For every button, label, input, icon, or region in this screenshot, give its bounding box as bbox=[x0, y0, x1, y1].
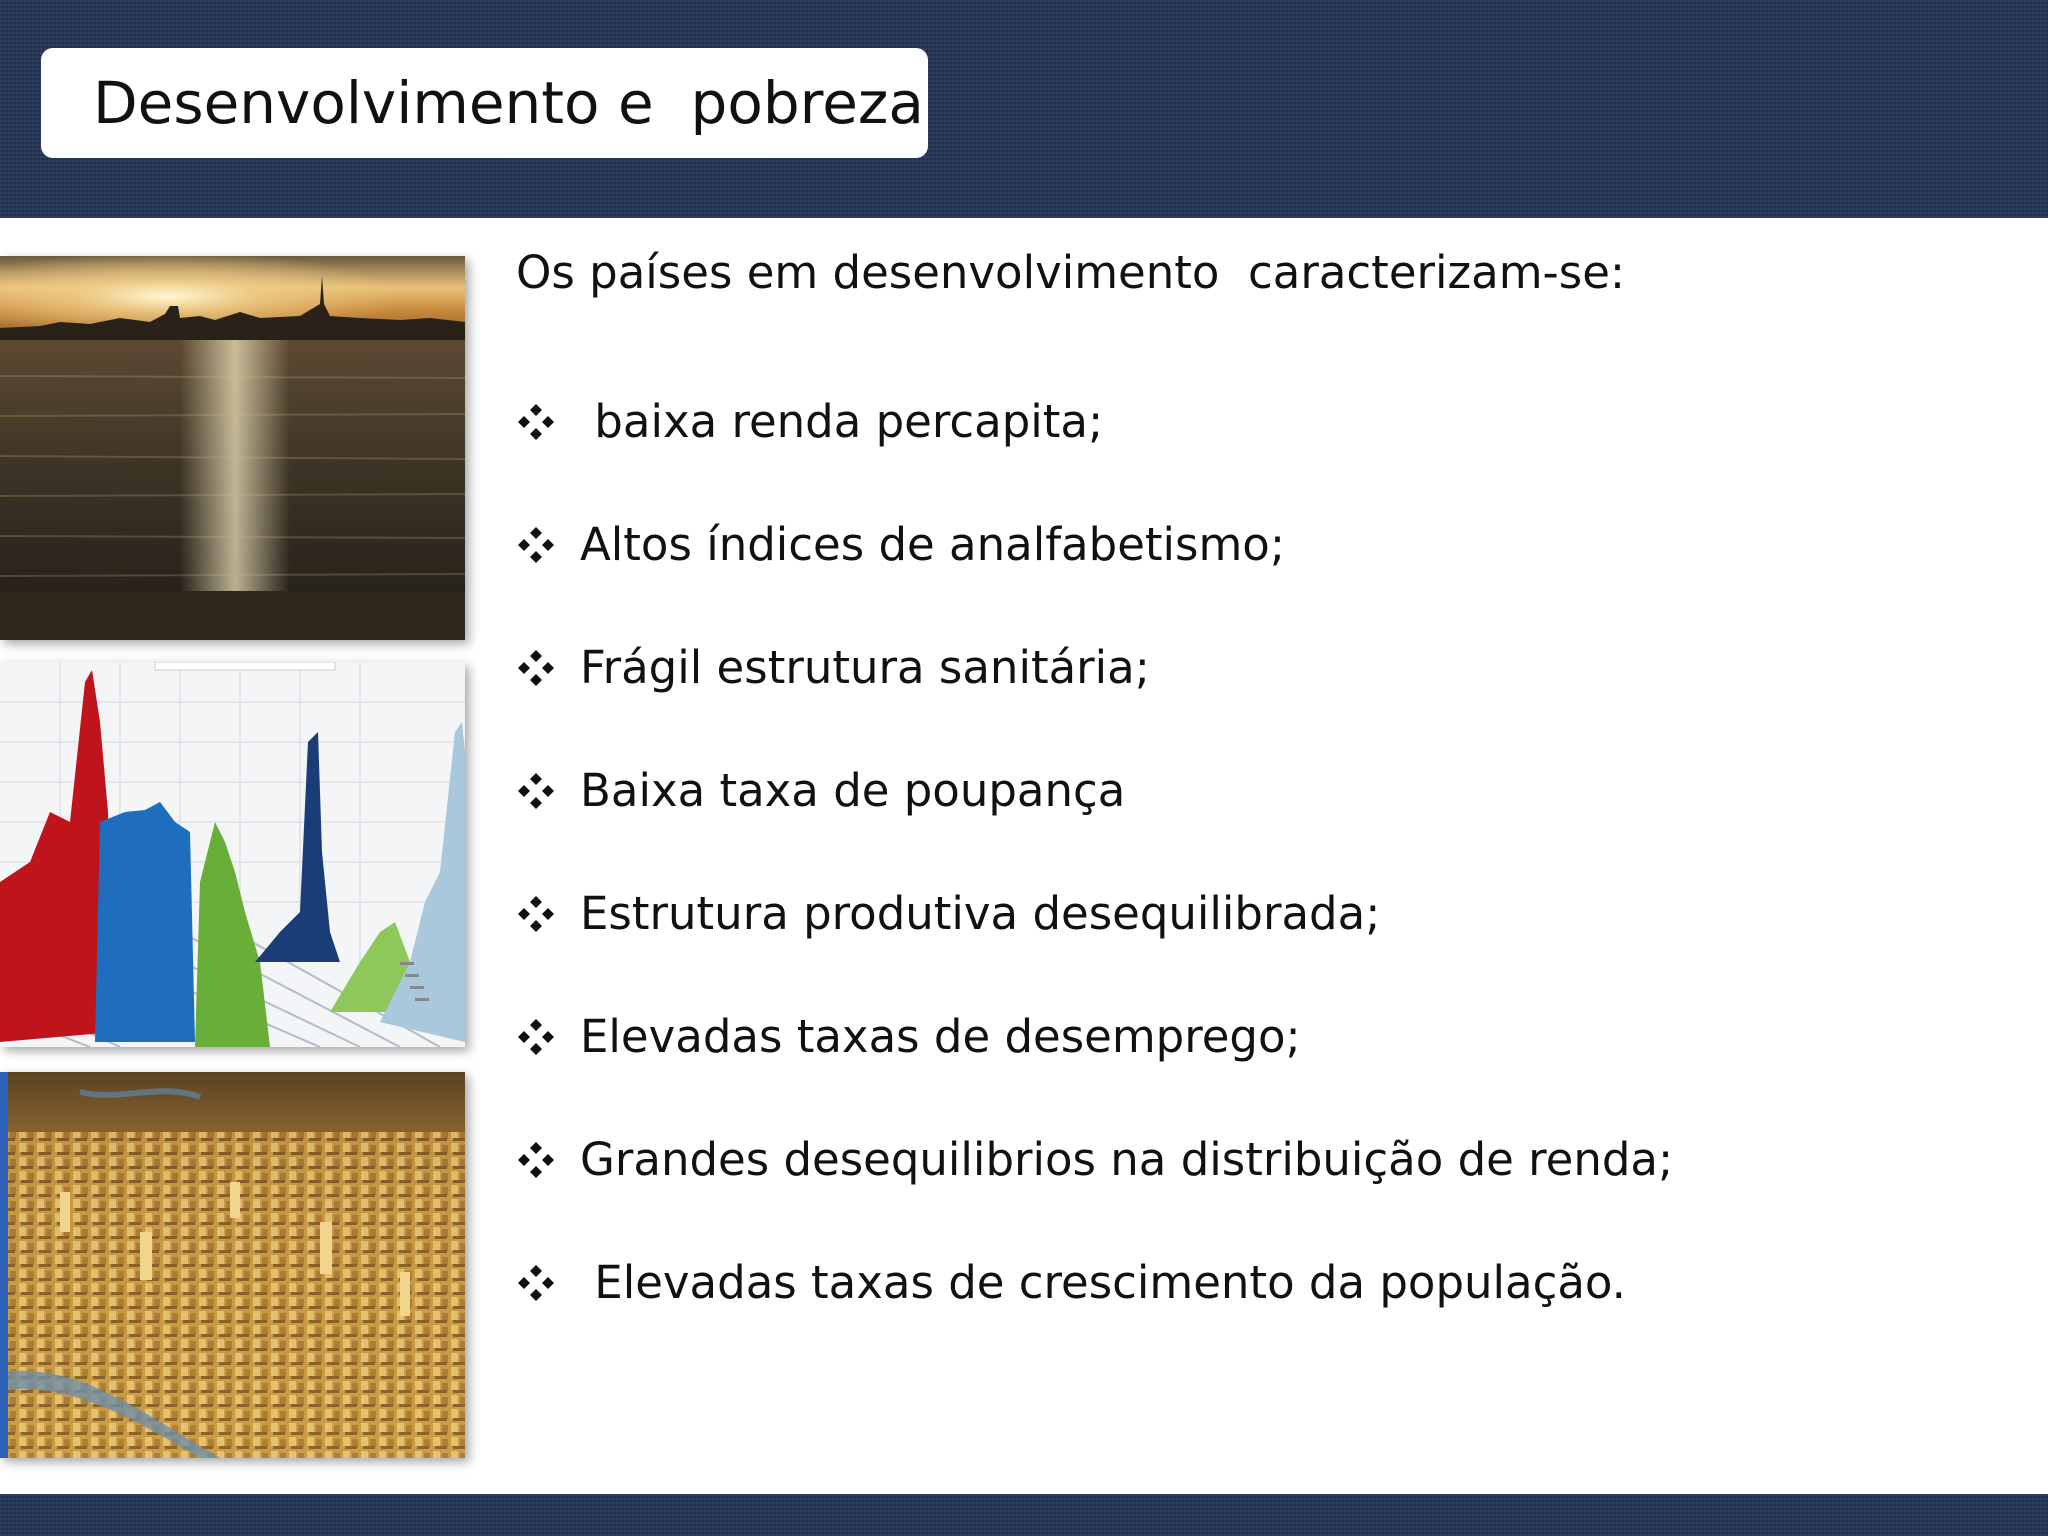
list-item bbox=[516, 852, 2016, 975]
bullet-text: baixa renda percapita; bbox=[580, 395, 1104, 448]
four-diamond-bullet-icon bbox=[516, 402, 556, 442]
four-diamond-bullet-icon bbox=[516, 1263, 556, 1303]
sunset-over-water-photo bbox=[0, 256, 465, 640]
list-item bbox=[516, 1098, 2016, 1221]
3d-area-chart-image bbox=[0, 662, 465, 1047]
list-item bbox=[516, 360, 2016, 483]
four-diamond-bullet-icon bbox=[516, 648, 556, 688]
four-diamond-bullet-icon bbox=[516, 771, 556, 811]
list-item bbox=[516, 1221, 2016, 1344]
bullet-text: Elevadas taxas de crescimento da população. bbox=[580, 1256, 1626, 1309]
intro-text: Os países em desenvolvimento caracterizam-se: bbox=[516, 246, 1626, 299]
city-model-photo bbox=[0, 1072, 465, 1458]
bullet-text: Baixa taxa de poupança bbox=[580, 764, 1126, 817]
list-item bbox=[516, 606, 2016, 729]
bullet-text: Frágil estrutura sanitária; bbox=[580, 641, 1150, 694]
title-box bbox=[41, 48, 928, 158]
footer-band bbox=[0, 1494, 2048, 1536]
list-item bbox=[516, 483, 2016, 606]
bullet-text: Estrutura produtiva desequilibrada; bbox=[580, 887, 1381, 940]
bullet-text: Elevadas taxas de desemprego; bbox=[580, 1010, 1301, 1063]
four-diamond-bullet-icon bbox=[516, 1017, 556, 1057]
list-item bbox=[516, 975, 2016, 1098]
four-diamond-bullet-icon bbox=[516, 894, 556, 934]
page-title: Desenvolvimento e pobreza bbox=[93, 69, 924, 137]
bullet-text: Grandes desequilibrios na distribuição de renda; bbox=[580, 1133, 1674, 1186]
list-item bbox=[516, 729, 2016, 852]
bullet-list bbox=[516, 360, 2016, 1344]
four-diamond-bullet-icon bbox=[516, 1140, 556, 1180]
four-diamond-bullet-icon bbox=[516, 525, 556, 565]
bullet-text: Altos índices de analfabetismo; bbox=[580, 518, 1285, 571]
content-area bbox=[516, 238, 2016, 1344]
